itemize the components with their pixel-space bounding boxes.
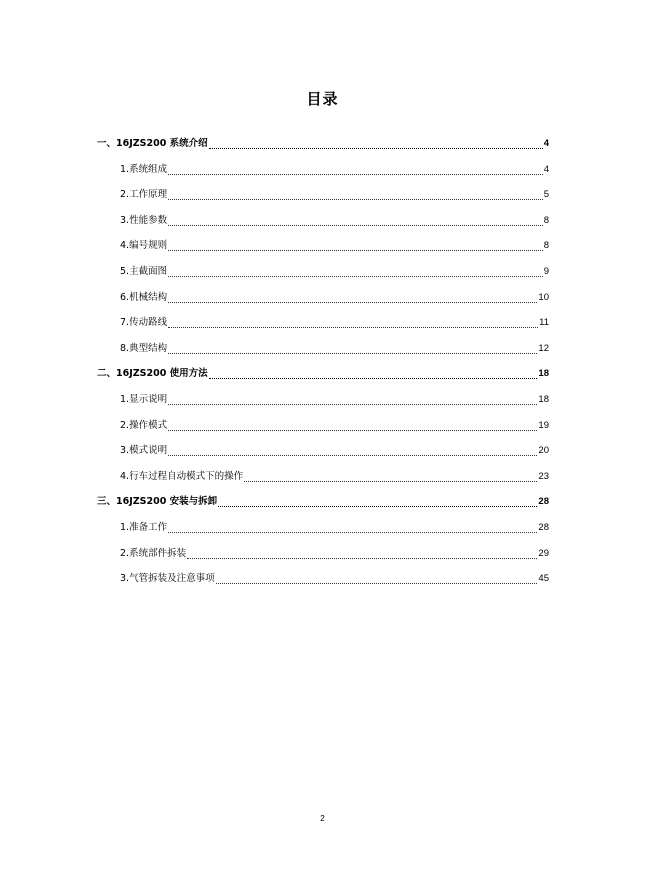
dot-leader — [168, 173, 543, 175]
toc-subsection-item[interactable] — [120, 342, 549, 356]
dot-leader — [168, 531, 537, 533]
toc-subsection-item[interactable] — [120, 214, 549, 228]
dot-leader — [218, 505, 537, 507]
dot-leader — [168, 301, 537, 303]
toc-entry-title: 2.工作原理 — [120, 189, 168, 201]
toc-entry-title: 2.系统部件拆装 — [120, 547, 187, 559]
toc-subsection-item[interactable] — [120, 419, 549, 433]
toc-entry-title: 三、16JZS200 安装与拆卸 — [97, 496, 218, 508]
toc-entry-page-number: 5 — [543, 189, 549, 201]
toc-entry-page-number: 4 — [543, 163, 549, 175]
toc-entry-page-number: 45 — [538, 573, 549, 585]
dot-leader — [168, 224, 543, 226]
toc-entry-title: 7.传动路线 — [120, 317, 168, 329]
toc-subsection-item[interactable] — [120, 265, 549, 279]
dot-leader — [209, 147, 543, 149]
toc-subsection-item[interactable] — [120, 239, 549, 253]
toc-entry-page-number: 18 — [538, 368, 549, 380]
dot-leader — [187, 557, 537, 559]
toc-entry-page-number: 20 — [538, 445, 549, 457]
toc-subsection-item[interactable] — [120, 163, 549, 177]
toc-entry-page-number: 19 — [538, 419, 549, 431]
toc-section-heading[interactable] — [97, 367, 549, 381]
toc-entry-title: 1.准备工作 — [120, 522, 168, 533]
toc-subsection-item[interactable] — [120, 521, 549, 535]
toc-entry-page-number: 28 — [538, 522, 549, 533]
toc-entry-page-number: 28 — [538, 496, 549, 508]
toc-subsection-item[interactable] — [120, 188, 549, 202]
dot-leader — [168, 275, 543, 277]
toc-entry-title: 1.系统组成 — [120, 163, 168, 175]
toc-entry-title: 一、16JZS200 系统介绍 — [97, 138, 208, 149]
dot-leader — [168, 249, 543, 251]
toc-entry-page-number: 9 — [543, 266, 549, 277]
dot-leader — [168, 198, 543, 200]
toc-subsection-item[interactable] — [120, 393, 549, 407]
toc-entry-title: 5.主截面图 — [120, 266, 168, 277]
toc-section-heading[interactable] — [97, 495, 549, 509]
toc-entry-title: 3.模式说明 — [120, 445, 168, 457]
toc-subsection-item[interactable] — [120, 470, 549, 484]
dot-leader — [168, 403, 537, 405]
toc-entry-title: 4.行车过程自动模式下的操作 — [120, 470, 244, 482]
toc-entry-title: 二、16JZS200 使用方法 — [97, 368, 208, 380]
toc-entry-title: 6.机械结构 — [120, 291, 168, 303]
toc-entry-title: 4.编号规则 — [120, 240, 168, 252]
toc-entry-page-number: 23 — [538, 470, 549, 482]
dot-leader — [216, 582, 538, 584]
toc-entry-title: 3.性能参数 — [120, 214, 168, 226]
toc-entry-title: 8.典型结构 — [120, 342, 168, 354]
dot-leader — [168, 326, 538, 328]
toc-subsection-item[interactable] — [120, 444, 549, 458]
toc-section-heading[interactable] — [97, 137, 549, 151]
toc-entry-page-number: 11 — [539, 317, 549, 329]
toc-entry-page-number: 4 — [543, 138, 549, 149]
page-title: 目录 — [306, 90, 339, 108]
toc-entry-page-number: 8 — [543, 214, 549, 226]
dot-leader — [244, 480, 537, 482]
toc-entry-title: 3.气管拆装及注意事项 — [120, 573, 215, 585]
toc-subsection-item[interactable] — [120, 316, 549, 330]
dot-leader — [168, 352, 537, 354]
dot-leader — [168, 429, 537, 431]
toc-entry-page-number: 18 — [538, 394, 549, 405]
toc-subsection-item[interactable] — [120, 572, 549, 586]
toc-entry-title: 2.操作模式 — [120, 419, 168, 431]
page-number-footer: 2 — [320, 814, 325, 823]
toc-subsection-item[interactable] — [120, 291, 549, 305]
toc-subsection-item[interactable] — [120, 547, 549, 561]
dot-leader — [168, 454, 537, 456]
toc-entry-page-number: 12 — [538, 342, 549, 354]
toc-entry-page-number: 29 — [538, 547, 549, 559]
toc-entry-title: 1.显示说明 — [120, 394, 168, 405]
toc-entry-page-number: 10 — [538, 291, 549, 303]
dot-leader — [209, 377, 538, 379]
toc-entry-page-number: 8 — [543, 240, 549, 252]
